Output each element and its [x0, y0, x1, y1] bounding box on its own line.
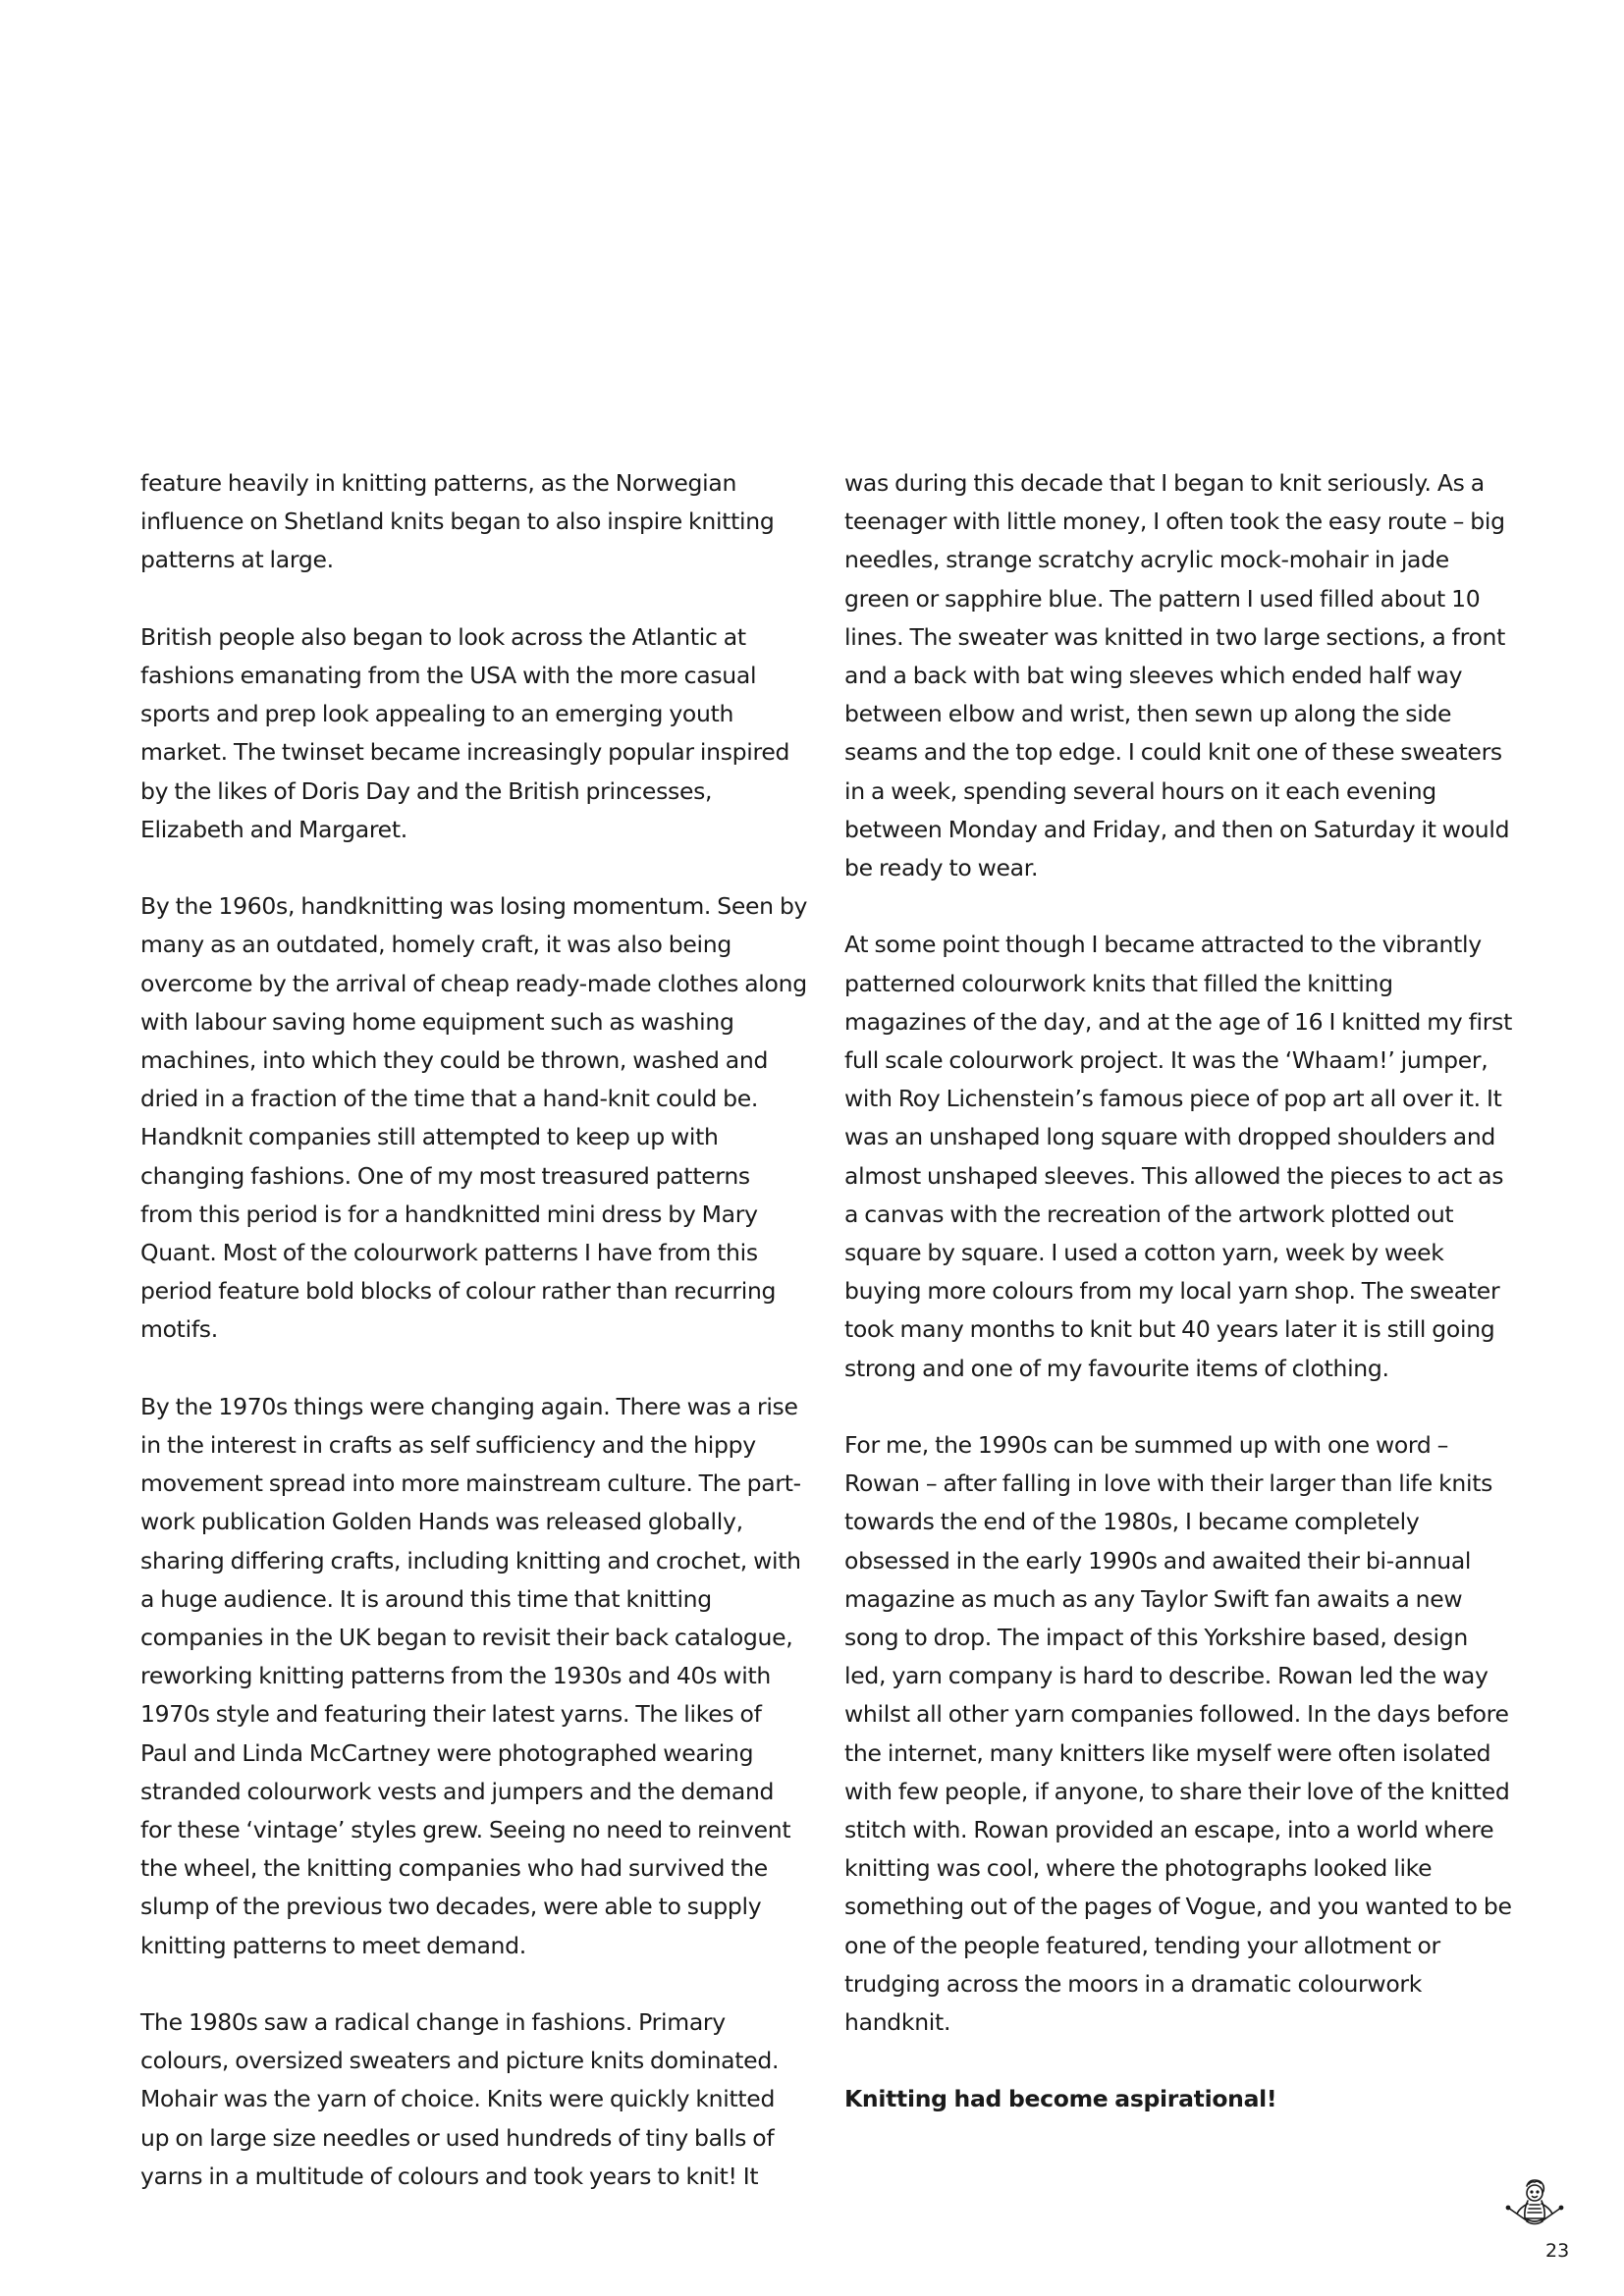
body-paragraph: At some point though I became attracted to the vibrantly patterned colourwork knits that filled the knitting magazines of the day, and at the age of 16 I knitted my first full scale colourwork project. It was the ‘Whaam!’ jumper, with Roy Lichenstein’s famous piece of pop art all over it. It was an unshaped long square with dropped shoulders and almost unshaped sleeves. This allowed the pieces to act as a canvas with the recreation of the artwork plotted out square by square. I used a cotton yarn, week by week buying more colours from my local yarn shop. The sweater took many months to knit but 40 years later it is still going strong and one of my favourite items of clothing. — [844, 931, 1513, 1382]
right-column — [844, 464, 1512, 2158]
body-paragraph: was during this decade that I began to knit seriously. As a teenager with little money, I often took the easy route – big needles, strange scratchy acrylic mock-mohair in jade green or sapphire blue. The pattern I used filled about 10 lines. The sweater was knitted in two large sections, a front and a back with bat wing sleeves which ended half way between elbow and wrist, then sewn up along the side seams and the top edge. I could knit one of these sweaters in a week, spending several hours on it each evening between Monday and Friday, and then on Saturday it would be ready to wear. — [844, 469, 1510, 882]
body-paragraph: British people also began to look across the Atlantic at fashions emanating from the USA with the more casual sports and prep look appealing to an emerging youth market. The twinset became increasingly popular inspired by the likes of Doris Day and the British princesses, Elizabeth and Margaret. — [140, 622, 790, 843]
closing-line: Knitting had become aspirational! — [844, 2085, 1277, 2113]
body-paragraph: By the 1960s, handknitting was losing momentum. Seen by many as an outdated, homely craft, it was also being overcome by the arrival of cheap ready-made clothes along with labour saving home equipment such as washing machines, into which they could be thrown, washed and dried in a fraction of the time that a hand-knit could be. Handknit companies still attempted to keep up with changing fashions. One of my most treasured patterns from this period is for a handknitted mini dress by Mary Quant. Most of the colourwork patterns I have from this period feature bold blocks of colour rather than recurring motifs. — [140, 892, 808, 1344]
left-column — [140, 464, 808, 2234]
page-number: 23 — [1545, 2240, 1570, 2262]
body-paragraph: The 1980s saw a radical change in fashions. Primary colours, oversized sweaters and picture knits dominated. Mohair was the yarn of choice. Knits were quickly knitted up on large size needles or used hundreds of tiny balls of yarns in a multitude of colours and took years to knit! It — [140, 2008, 780, 2190]
body-paragraph: feature heavily in knitting patterns, as the Norwegian influence on Shetland knits began to also inspire knitting patterns at large. — [140, 469, 775, 574]
body-paragraph: For me, the 1990s can be summed up with one word – Rowan – after falling in love with their larger than life knits towards the end of the 1980s, I became completely obsessed in the early 1990s and awaited their bi-annual magazine as much as any Taylor Swift fan awaits a new song to drop. The impact of this Yorkshire based, design led, yarn company is hard to describe. Rowan led the way whilst all other yarn companies followed. In the days before the internet, many knitters like myself were often isolated with few people, if anyone, to share their love of the knitted stitch with. Rowan provided an escape, into a world where knitting was cool, where the photographs looked like something out of the pages of Vogue, and you wanted to be one of the people featured, tending your allotment or trudging across the moors in a dramatic colourwork handknit. — [844, 1431, 1512, 2037]
body-paragraph: By the 1970s things were changing again. There was a rise in the interest in crafts as self sufficiency and the hippy movement spread into more mainstream culture. The part-work publication Golden Hands was released globally, sharing differing crafts, including knitting and crochet, with a huge audience. It is around this time that knitting companies in the UK began to revisit their back catalogue, reworking knitting patterns from the 1930s and 40s with 1970s style and featuring their latest yarns. The likes of Paul and Linda McCartney were photographed wearing stranded colourwork vests and jumpers and the demand for these ‘vintage’ styles grew. Seeing no need to reinvent the wheel, the knitting companies who had survived the slump of the previous two decades, were able to supply knitting patterns to meet demand. — [140, 1392, 801, 1959]
